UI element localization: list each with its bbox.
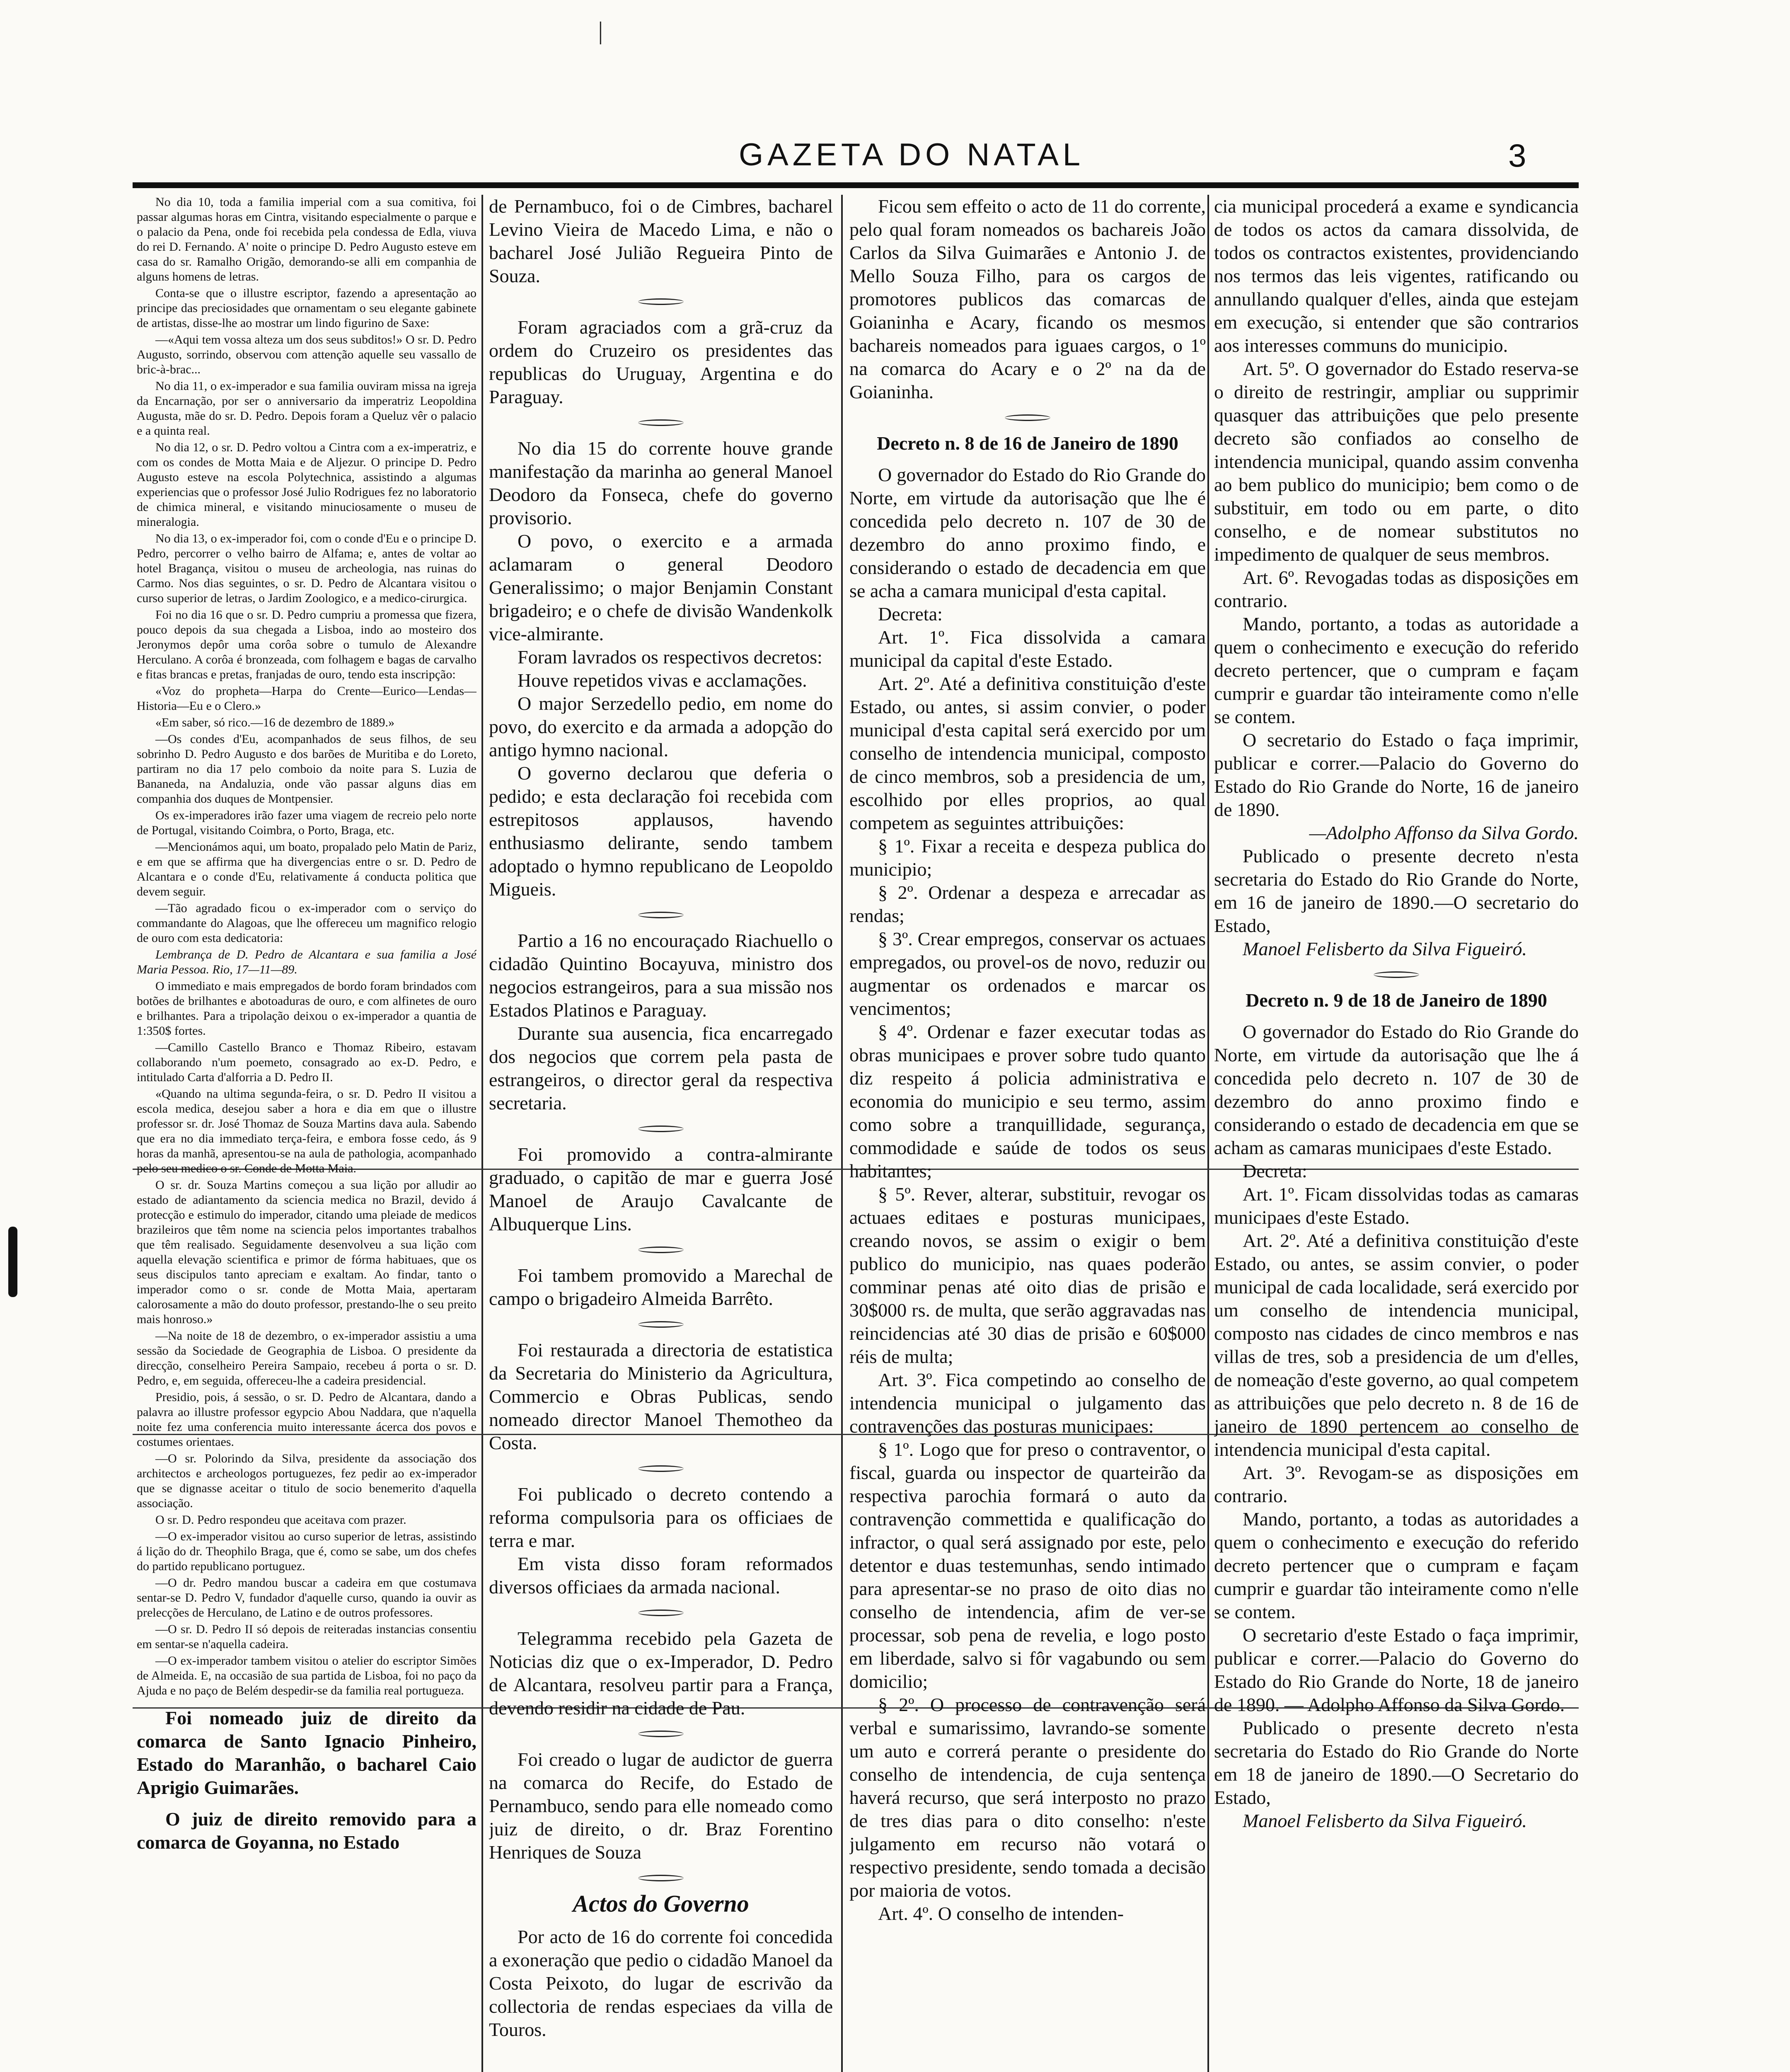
paragraph: Publicado o presente decreto n'esta secretaria do Estado do Rio Grande do Norte, em 16 de janeiro de 1890.—O secretario do Estado,: [1214, 845, 1579, 936]
paragraph: Art. 1º. Fica dissolvida a camara municipal da capital d'este Estado.: [849, 627, 1206, 671]
paragraph: —O sr. D. Pedro II só depois de reiteradas instancias consentiu em sentar-se n'aquella cadeira.: [137, 1622, 477, 1651]
paragraph: O sr. D. Pedro respondeu que aceitava com prazer.: [155, 1513, 406, 1527]
paragraph: O immediato e mais empregados de bordo foram brindados com botões de brilhantes e abotoaduras de ouro, e com alfinetes de ouro e brilhantes. Para a tripolação deixou o ex-imperador a quantia de 1:350$ fortes.: [137, 979, 477, 1038]
paragraph: O governo declarou que deferia o pedido; e esta declaração foi recebida com estrepitosos applausos, havendo enthusiasmo delirante, sendo tambem adoptado o hymno republicano de Leopoldo Migueis.: [489, 762, 833, 900]
paragraph: Publicado o presente decreto n'esta secretaria do Estado do Rio Grande do Norte em 18 de janeiro de 1890.—O Secretario do Estado,: [1214, 1717, 1579, 1808]
paragraph: —O ex-imperador tambem visitou o atelier do escriptor Simões de Almeida. E, na occasião de sua partida de Lisboa, foi no paço da Ajuda e no paço de Belém despedir-se da familia real portugueza.: [137, 1654, 477, 1697]
paragraph: de Pernambuco, foi o de Cimbres, bacharel Levino Vieira de Macedo Lima, e não o bacharel José Julião Regueira Pinto de Souza.: [489, 196, 833, 286]
paragraph: Presidio, pois, á sessão, o sr. D. Pedro de Alcantara, dando a palavra ao illustre professor egypcio Abou Naddara, que n'aquella noite fez uma conferencia muito interessante ácerca dos povos e costumes orientaes.: [137, 1390, 477, 1449]
column-divider: [1207, 195, 1209, 2072]
section-title: Actos do Governo: [573, 1890, 749, 1917]
paragraph: Foi publicado o decreto contendo a reforma compulsoria para os officiaes de terra e mar.: [489, 1484, 833, 1551]
paragraph: Foram agraciados com a grã-cruz da ordem do Cruzeiro os presidentes das republicas do Uruguay, Argentina e do Paraguay.: [489, 317, 833, 407]
decree-8-title: Decreto n. 8 de 16 de Janeiro de 1890: [877, 433, 1178, 454]
paragraph: Art. 2º. Até a definitiva constituição d'este Estado, ou antes, si assim convier, o poder municipal d'esta capital será exercido por um conselho de intendencia municipal, composto de cinco membros, sob a presidencia de um, escolhido por elles proprios, ao qual competem as seguintes attribuições:: [849, 673, 1206, 833]
paragraph: —Na noite de 18 de dezembro, o ex-imperador assistiu a uma sessão da Sociedade de Geographia de Lisboa. O presidente da direcção, conselheiro Pereira Sampaio, recebeu á porta o sr. D. Pedro, e, em seguida, offereceu-lhe a cadeira presidencial.: [137, 1329, 477, 1387]
paragraph: O major Serzedello pedio, em nome do povo, do exercito e da armada a adopção do antigo hymno nacional.: [489, 693, 833, 760]
paragraph: Foi nomeado juiz de direito da comarca de Santo Ignacio Pinheiro, Estado do Maranhão, o bacharel Caio Aprigio Guimarães.: [137, 1707, 477, 1798]
paragraph: Foi creado o lugar de audictor de guerra na comarca do Recife, do Estado de Pernambuco, sendo para elle nomeado como juiz de direito, o dr. Braz Forentino Henriques de Souza: [489, 1749, 833, 1863]
paragraph: —Tão agradado ficou o ex-imperador com o serviço do commandante do Alagoas, que lhe offereceu um magnifico relogio de ouro com esta dedicatoria:: [137, 901, 477, 945]
paragraph: Foi restaurada a directoria de estatistica da Secretaria do Ministerio da Agricultura, Commercio e Obras Publicas, sendo nomeado director Manoel Themotheo da Costa.: [489, 1339, 833, 1453]
paragraph: —Mencionámos aqui, um boato, propalado pelo Matin de Pariz, e em que se affirma que ha divergencias entre o sr. D. Pedro de Alcantara e o conde d'Eu, relativamente á conducta politica que devem seguir.: [137, 840, 477, 898]
page-header: [0, 137, 1790, 186]
paragraph: Foi no dia 16 que o sr. D. Pedro cumpriu a promessa que fizera, pouco depois da sua chegada a Lisboa, indo ao mosteiro dos Jeronymos depôr uma corôa sobre o tumulo de Alexandre Herculano. A corôa é bronzeada, com folhagem e bagas de carvalho e fitas brancas e pretas, franjadas de ouro, tendo esta inscripção:: [137, 608, 477, 681]
paragraph: Telegramma recebido pela Gazeta de Noticias diz que o ex-Imperador, D. Pedro de Alcantara, resolveu partir para a França, devendo residir na cidade de Pau.: [489, 1628, 833, 1719]
margin-mark: |: [597, 17, 604, 44]
column-divider: [841, 195, 843, 2072]
paragraph: «Voz do propheta—Harpa do Crente—Eurico—Lendas—Historia—Eu e o Clero.»: [137, 684, 477, 713]
separator-ornament: [1005, 414, 1050, 421]
paragraph: Decreta:: [878, 603, 943, 625]
paragraph: Art. 6º. Revogadas todas as disposições em contrario.: [1214, 567, 1579, 611]
decree-9-title: Decreto n. 9 de 18 de Janeiro de 1890: [1246, 990, 1547, 1011]
separator-ornament: [638, 1126, 684, 1132]
paragraph: Foram lavrados os respectivos decretos:: [518, 646, 822, 668]
signature: —Adolpho Affonso da Silva Gordo.: [1309, 822, 1579, 843]
paragraph: cia municipal procederá a exame e syndicancia de todos os actos da camara dissolvida, de todos os contractos existentes, providenciando nos termos das leis vigentes, ratificando ou annullando qualquer d'elles, ainda que estejam em execução, si entender que são contrarios aos interesses communs do municipio.: [1214, 196, 1579, 356]
paragraph: —O sr. Polorindo da Silva, presidente da associação dos architectos e archeologos portuguezes, fez pedir ao ex-imperador que se dignasse aceitar o titulo de socio benemerito d'aquella associação.: [137, 1452, 477, 1510]
paragraph: —Os condes d'Eu, acompanhados de seus filhos, de seu sobrinho D. Pedro Augusto e dos barões de Muritiba e do Loreto, partiram no dia 17 pelo comboio da noite para S. Luzia de Bananeda, na Andaluzia, onde vão passar alguns dias em companhia dos duques de Montpensier.: [137, 732, 477, 806]
paragraph: Os ex-imperadores irão fazer uma viagem de recreio pelo norte de Portugal, visitando Coimbra, o Porto, Braga, etc.: [137, 808, 477, 837]
paragraph: —O dr. Pedro mandou buscar a cadeira em que costumava sentar-se D. Pedro V, fundador d'aquelle curso, quando ia ouvir as prelecções de Herculano, de Latino e de outros professores.: [137, 1576, 477, 1619]
paragraph: —Camillo Castello Branco e Thomaz Ribeiro, estavam collaborando n'um poemeto, consagrado ao ex-D. Pedro, e intitulado Carta d'alforria a D. Pedro II.: [137, 1041, 477, 1084]
paragraph: O secretario do Estado o faça imprimir, publicar e correr.—Palacio do Governo do Estado do Rio Grande do Norte, 16 de janeiro de 1890.: [1214, 729, 1579, 820]
paragraph: O secretario d'este Estado o faça imprimir, publicar e correr.—Palacio do Governo do Estado do Rio Grande do Norte, 18 de janeiro de 1890. — Adolpho Affonso da Silva Gordo.: [1214, 1624, 1579, 1715]
paragraph: Art. 4º. O conselho de intenden-: [878, 1903, 1124, 1924]
paragraph: Em vista disso foram reformados diversos officiaes da armada nacional.: [489, 1553, 833, 1598]
separator-ornament: [638, 1465, 684, 1472]
paragraph: Mando, portanto, a todas as autoridade a quem o conhecimento e execução do referido decreto pertencer, que o cumpram e façam cumprir e guardar tão inteiramente como n'elle se contem.: [1214, 613, 1579, 727]
paragraph: O governador do Estado do Rio Grande do Norte, em virtude da autorisação que lhe á concedida pelo decreto n. 107 de 30 de dezembro do anno proximo findo e considerando o estado de decadencia em que se acham as camaras municipaes d'este Estado.: [1214, 1021, 1579, 1158]
column-2: [489, 195, 833, 2072]
paragraph: Art. 2º. Até a definitiva constituição d'este Estado, ou antes, se assim convier, o poder municipal de cada localidade, será exercido por um conselho de intendencia municipal, composto nas cidades de cinco membros e nas villas de tres, sob a presidencia de um d'elles, de nomeação d'este governo, ao qual competem as attribuições que pelo decreto n. 8 de 16 de janeiro de 1890 pertencem ao conselho de intendencia municipal d'esta capital.: [1214, 1230, 1579, 1460]
paragraph: Art. 5º. O governador do Estado reserva-se o direito de restringir, ampliar ou supprimir quasquer das attribuições que pelo presente decreto são confiados ao conselho de intendencia municipal, quando assim convenha ao bem publico do municipio; bem como o de substituir, em todo ou em parte, o dito conselho, e de nomear substitutos no impedimento de qualquer de seus membros.: [1214, 358, 1579, 565]
paragraph: —«Aqui tem vossa alteza um dos seus subditos!» O sr. D. Pedro Augusto, sorrindo, observou com attenção aquelle seu vassallo de bric-à-brac...: [137, 333, 477, 376]
margin-ink-mark: [8, 1227, 17, 1297]
paragraph: Por acto de 16 do corrente foi concedida a exoneração que pedio o cidadão Manoel da Costa Peixoto, do lugar de escrivão da collectoria de rendas especiaes da villa de Touros.: [489, 1926, 833, 2040]
header-rule: [133, 182, 1579, 188]
paragraph: Conta-se que o illustre escriptor, fazendo a apresentação ao principe das preciosidades que ornamentam o seu elegante gabinete de artistas, disse-lhe ao mostrar um lindo figurino de Saxe:: [137, 286, 477, 330]
paragraph: O juiz de direito removido para a comarca de Goyanna, no Estado: [137, 1808, 477, 1853]
paragraph: Foi tambem promovido a Marechal de campo o brigadeiro Almeida Barrêto.: [489, 1265, 833, 1309]
separator-ornament: [638, 1610, 684, 1616]
paragraph: § 2º. Ordenar a despeza e arrecadar as rendas;: [849, 882, 1206, 926]
separator-ornament: [638, 298, 684, 305]
paragraph: Art. 3º. Fica competindo ao conselho de intendencia municipal o julgamento das contravenções das posturas municipaes:: [849, 1369, 1206, 1437]
signature: Manoel Felisberto da Silva Figueiró.: [1243, 1810, 1527, 1831]
separator-ornament: [638, 419, 684, 426]
paragraph: § 5º. Rever, alterar, substituir, revogar os actuaes editaes e posturas municipaes, creando novos, se assim o exigir o bem publico do municipio, nas quaes poderão comminar penas até oito dias de prisão e 30$000 rs. de multa, que serão aggravadas nas reincidencias até 30 dias de prisão e 60$000 réis de multa;: [849, 1184, 1206, 1367]
separator-ornament: [638, 1247, 684, 1253]
page-number: 3: [1508, 137, 1526, 174]
separator-ornament: [638, 1875, 684, 1881]
column-divider: [481, 195, 483, 2072]
paragraph: § 1º. Fixar a receita e despeza publica do municipio;: [849, 835, 1206, 880]
paragraph: Art. 1º. Ficam dissolvidas todas as camaras municipaes d'este Estado.: [1214, 1184, 1579, 1228]
paragraph: Foi promovido a contra-almirante graduado, o capitão de mar e guerra José Manoel de Araujo Cavalcante de Albuquerque Lins.: [489, 1144, 833, 1234]
separator-ornament: [1374, 971, 1419, 978]
column-3: [849, 195, 1206, 2072]
column-4: [1214, 195, 1579, 2072]
separator-ornament: [638, 1321, 684, 1328]
paragraph: § 2º. O processo de contravenção será verbal e sumarissimo, lavrando-se somente um auto e correrá perante o presidente do conselho de intendencia, de cuja sentença haverá recurso, que será interposto no prazo de tres dias para o dito conselho: n'este julgamento em recurso não votará o respectivo presidente, sendo tomada a decisão por maioria de votos.: [849, 1694, 1206, 1901]
paragraph: No dia 13, o ex-imperador foi, com o conde d'Eu e o principe D. Pedro, percorrer o velho bairro de Alfama; e, antes de voltar ao hotel Bragança, visitou o museu de archeologia, nas ruinas do Carmo. Nos dias seguintes, o sr. D. Pedro de Alcantara visitou o curso superior de letras, o Jardim Zoologico, e a medico-cirurgica.: [137, 532, 477, 605]
paragraph: No dia 15 do corrente houve grande manifestação da marinha ao general Manoel Deodoro da Fonseca, chefe do governo provisorio.: [489, 438, 833, 528]
separator-ornament: [638, 1731, 684, 1737]
paragraph: O povo, o exercito e a armada aclamaram o general Deodoro Generalissimo; o major Benjamin Constant brigadeiro; e o chefe de divisão Wandenkolk vice-almirante.: [489, 530, 833, 644]
paragraph: Lembrança de D. Pedro de Alcantara e sua familia a José Maria Pessoa. Rio, 17—11—89.: [137, 948, 477, 976]
paragraph: «Quando na ultima segunda-feira, o sr. D. Pedro II visitou a escola medica, desejou saber a hora e dia em que o illustre professor sr. dr. José Thomaz de Souza Martins dava aula. Sabendo que era no dia immediato terça-feira, e embora fosse cedo, ás 9 horas da manhã, apresentou-se na aula de pathologia, acompanhado pelo seu medico o sr. Conde de Motta Maia.: [137, 1087, 477, 1175]
paragraph: Houve repetidos vivas e acclamações.: [518, 670, 807, 691]
paragraph: O sr. dr. Souza Martins começou a sua lição por alludir ao estado de adiantamento da sciencia medica no Brazil, devido á protecção e estimulo do imperador, citando uma pleiade de medicos brazileiros que têm nome na sciencia pelos importantes trabalhos que têm realisado. Seguidamente desenvolveu a sua lição com aquella elevação scientifica e primor de fórma habituaes, que os seus discipulos tanto apreciam e exaltam. Ao findar, tanto o imperador como o sr. conde de Motta Maia, apertaram calorosamente a mão do douto professor, prestando-lhe o seu preito mais honroso.»: [137, 1178, 477, 1326]
paragraph: § 4º. Ordenar e fazer executar todas as obras municipaes e prover sobre tudo quanto diz respeito á policia administrativa e economia do municipio e seu termo, assim como sobre a tranquillidade, segurança, commodidade e saúde de todos os seus habitantes;: [849, 1021, 1206, 1181]
paragraph: § 1º. Logo que for preso o contraventor, o fiscal, guarda ou inspector de quarteirão da respectiva parochia formará o auto da contravenção commettida e qualificação do infractor, o qual será assignado por este, pelo detentor e duas testemunhas, sendo intimado para apresentar-se no praso de oito dias no conselho de intendencia, afim de ver-se processar, sob pena de revelia, e logo posto em liberdade, salvo si fôr vagabundo ou sem domicilio;: [849, 1439, 1206, 1692]
paragraph: «Em saber, só rico.—16 de dezembro de 1889.»: [155, 716, 394, 729]
paragraph: Decreta:: [1243, 1160, 1307, 1181]
paragraph: No dia 10, toda a familia imperial com a sua comitiva, foi passar algumas horas em Cintra, visitando especialmente o parque e o palacio da Pena, onde foi recebida pela condessa de Edla, viuva do rei D. Fernando. A' noite o principe D. Pedro Augusto esteve em casa do sr. Ramalho Origão, demorando-se alli em companhia de alguns homens de letras.: [137, 195, 477, 283]
masthead-title: GAZETA DO NATAL: [738, 137, 1085, 172]
paragraph: No dia 11, o ex-imperador e sua familia ouviram missa na igreja da Encarnação, por ser o anniversario da imperatriz Leopoldina Augusta, mãe do sr. D. Pedro. Depois foram a Queluz vêr o palacio e a quinta real.: [137, 379, 477, 438]
paragraph: Durante sua ausencia, fica encarregado dos negocios que correm pela pasta de estrangeiros, o director geral da respectiva secretaria.: [489, 1023, 833, 1113]
paragraph: No dia 12, o sr. D. Pedro voltou a Cintra com a ex-imperatriz, e com os condes de Motta Maia e de Aljezur. O principe D. Pedro Augusto esteve na escola Polytechnica, assistindo a algumas experiencias que o professor José Julio Rodrigues fez no laboratorio de chimica mineral, e visitando minuciosamente o museu de mineralogia.: [137, 441, 477, 529]
paragraph: Ficou sem effeito o acto de 11 do corrente, pelo qual foram nomeados os bachareis João Carlos da Silva Guimarães e Antonio J. de Mello Souza Filho, para os cargos de promotores publicos das comarcas de Goianinha e Acary, ficando os mesmos bachareis nomeados para iguaes cargos, o 1º na comarca do Acary e o 2º na da de Goianinha.: [849, 196, 1206, 402]
paragraph: Partio a 16 no encouraçado Riachuello o cidadão Quintino Bocayuva, ministro dos negocios estrangeiros, para a sua missão nos Estados Platinos e Paraguay.: [489, 930, 833, 1021]
column-1: [137, 195, 477, 2072]
signature: Manoel Felisberto da Silva Figueiró.: [1243, 938, 1527, 959]
paragraph: Art. 3º. Revogam-se as disposições em contrario.: [1214, 1462, 1579, 1506]
paragraph: § 3º. Crear empregos, conservar os actuaes empregados, ou provel-os de novo, reduzir ou augmentar os ordenados e marcar os vencimentos;: [849, 928, 1206, 1019]
paragraph: O governador do Estado do Rio Grande do Norte, em virtude da autorisação que lhe é concedida pelo decreto n. 107 de 30 de dezembro do anno proximo findo, e considerando o estado de decadencia em que se acha a camara municipal d'esta capital.: [849, 464, 1206, 601]
paragraph: Mando, portanto, a todas as autoridades a quem o conhecimento e execução do referido decreto pertencer que o cumpram e façam cumprir e guardar tão inteiramente como n'elle se contem.: [1214, 1508, 1579, 1622]
paragraph: —O ex-imperador visitou ao curso superior de letras, assistindo á lição do dr. Theophilo Braga, que é, como se sabe, um dos chefes do partido republicano portuguez.: [137, 1530, 477, 1573]
separator-ornament: [638, 912, 684, 918]
